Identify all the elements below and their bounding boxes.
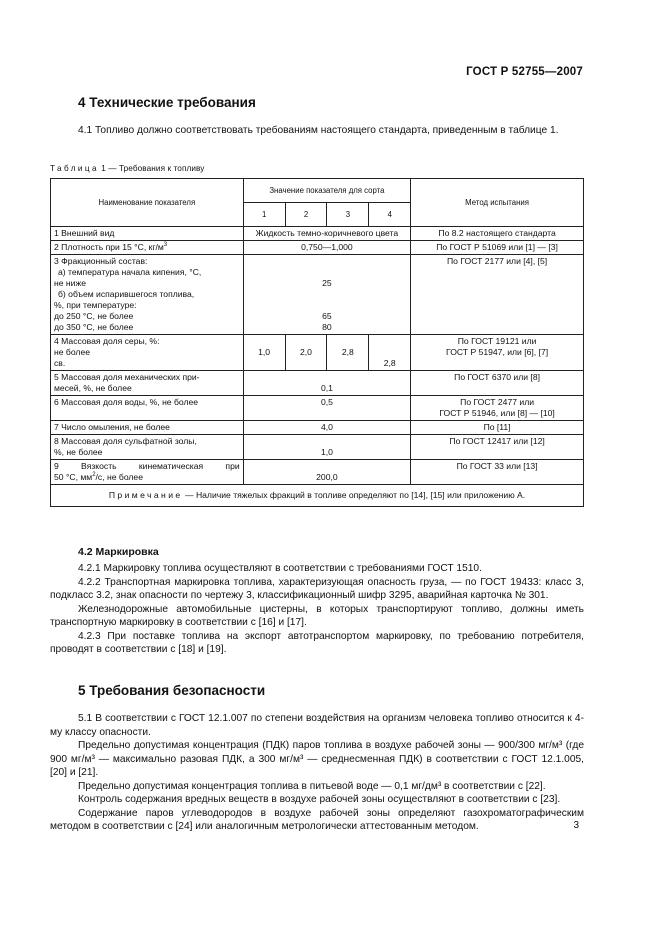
table-row	[51, 255, 584, 335]
paragraph-4-2-2: 4.2.2 Транспортная маркировка топлива, характеризующая опасность груза, — по ГОСТ 19433: класс 3, подкласс 3.2, знак опасности по чертежу 3, классификационный шифр 3295, аварийная карточка № 301.	[50, 576, 584, 601]
row3-values	[243, 255, 411, 335]
table-row	[51, 241, 584, 255]
row3-value-250: 65	[322, 311, 332, 321]
row3-value-350: 80	[322, 322, 332, 332]
row1-name: 1 Внешний вид	[51, 227, 244, 241]
row8-line: %, не более	[54, 447, 103, 457]
row2-name-sup: 3	[163, 242, 168, 249]
row8-value: 1,0	[243, 435, 411, 460]
row3-method: По ГОСТ 2177 или [4], [5]	[411, 255, 584, 335]
table-caption-label: Таблица	[50, 164, 99, 173]
table-note-text: — Наличие тяжелых фракций в топливе определяют по [14], [15] или приложению А.	[182, 490, 526, 500]
table-caption	[50, 164, 205, 173]
paragraph-5-1-control: Контроль содержания вредных веществ в воздухе рабочей зоны осуществляют в соответствии с [23].	[78, 794, 561, 805]
row1-method: По 8.2 настоящего стандарта	[411, 227, 584, 241]
row3-line: до 250 °С, не более	[54, 311, 134, 321]
grade-1: 1	[243, 203, 285, 227]
row1-value: Жидкость темно-коричневого цвета	[243, 227, 411, 241]
table-note	[51, 485, 584, 507]
row7-value: 4,0	[243, 421, 411, 435]
row6-name: 6 Массовая доля воды, %, не более	[51, 396, 244, 421]
row9-line	[54, 472, 240, 483]
row6-value: 0,5	[243, 396, 411, 421]
marking-title: 4.2 Маркировка	[78, 546, 159, 558]
table-note-row	[51, 485, 584, 507]
row9-unit-sup: 2	[92, 472, 96, 479]
table-row	[51, 371, 584, 396]
row4-value-3: 2,8	[327, 335, 369, 371]
row3-line: не ниже	[54, 278, 86, 288]
row3-line: 3 Фракционный состав:	[54, 256, 148, 266]
section-4-title: 4 Технические требования	[78, 95, 256, 110]
row7-name: 7 Число омыления, не более	[51, 421, 244, 435]
row6-method-line: ГОСТ Р 51946, или [8] — [10]	[439, 408, 555, 418]
row8-name	[51, 435, 244, 460]
marking-paragraphs	[50, 562, 584, 657]
row9-unit: 50 °С, мм	[54, 472, 93, 482]
paragraph-5-1-method: Содержание паров углеводородов в воздухе рабочей зоны определяют газохроматографическим методом в соответствии с [24] или аналогичным метрологически аттестованным методом.	[50, 807, 584, 832]
row2-method: По ГОСТ Р 51069 или [1] — [3]	[411, 241, 584, 255]
paragraph-4-1: 4.1 Топливо должно соответствовать требованиям настоящего стандарта, приведенным в таблице 1.	[78, 125, 559, 136]
grade-4: 4	[369, 203, 411, 227]
page-number: 3	[573, 820, 579, 831]
row9-value: 200,0	[243, 460, 411, 485]
grade-2: 2	[285, 203, 327, 227]
row5-line: месей, %, не более	[54, 383, 132, 393]
row3-line: а) температура начала кипения, °С,	[58, 267, 202, 277]
row5-name	[51, 371, 244, 396]
header-name: Наименование показателя	[51, 179, 244, 227]
row4-method-line: По ГОСТ 19121 или	[457, 336, 537, 346]
row2-value: 0,750—1,000	[243, 241, 411, 255]
row9-method: По ГОСТ 33 или [13]	[411, 460, 584, 485]
table-row	[51, 421, 584, 435]
row8-method: По ГОСТ 12417 или [12]	[411, 435, 584, 460]
row4-value-1: 1,0	[243, 335, 285, 371]
safety-paragraphs	[50, 712, 584, 834]
row7-method: По [11]	[411, 421, 584, 435]
row4-name	[51, 335, 244, 371]
row9-unit-rest: /с, не более	[95, 472, 143, 482]
row4-value-4: 2,8	[369, 335, 411, 371]
row3-line: до 350 °С, не более	[54, 322, 134, 332]
table-row	[51, 460, 584, 485]
row5-line: 5 Массовая доля механических при-	[54, 372, 200, 382]
row3-line: %, при температуре:	[54, 300, 137, 310]
table-row	[51, 435, 584, 460]
row4-line: не более	[54, 347, 90, 357]
row6-method	[411, 396, 584, 421]
row4-value-2: 2,0	[285, 335, 327, 371]
section-5-title: 5 Требования безопасности	[78, 683, 266, 698]
paragraph-5-1: 5.1 В соответствии с ГОСТ 12.1.007 по степени воздействия на организм человека топливо относится к 4-му классу опасности.	[50, 713, 584, 738]
header-method: Метод испытания	[411, 179, 584, 227]
table-row	[51, 396, 584, 421]
row4-line: св.	[54, 358, 66, 368]
document-code: ГОСТ Р 52755—2007	[466, 66, 583, 78]
row3-name	[51, 255, 244, 335]
row2-name-text: 2 Плотность при 15 °С, кг/м	[54, 242, 164, 252]
header-value: Значение показателя для сорта	[243, 179, 411, 203]
paragraph-5-1-mac: Предельно допустимая концентрация (ПДК) паров топлива в воздухе рабочей зоны — 900/300 мг/м³ (где 900 мг/м³ — максимально разовая ПДК, а 300 мг/м³ — среднесменная ПДК) в соответствии с ГОСТ 12.1.005, [20] и [21].	[50, 740, 584, 778]
requirements-table	[50, 178, 584, 507]
row5-value: 0,1	[243, 371, 411, 396]
paragraph-4-2-2-cont: Железнодорожные автомобильные цистерны, в которых транспортируют топливо, должны иметь транспортную маркировку в соответствии с [16] и [17].	[50, 603, 584, 628]
paragraph-4-2-3: 4.2.3 При поставке топлива на экспорт автотранспортом маркировку, по требованию потребителя, проводят в соответствии с [18] и [19].	[50, 630, 584, 655]
row9-name	[51, 460, 244, 485]
row2-name	[51, 241, 244, 255]
table-caption-text: 1 — Требования к топливу	[98, 164, 205, 173]
table-row	[51, 335, 584, 371]
row3-value-a: 25	[322, 278, 332, 288]
paragraph-5-1-water: Предельно допустимая концентрация топлива в питьевой воде — 0,1 мг/дм³ в соответствии с [22].	[78, 780, 546, 792]
row8-line: 8 Массовая доля сульфатной золы,	[54, 436, 197, 446]
row9-line: 9 Вязкость кинематическая при	[54, 461, 240, 471]
row4-line: 4 Массовая доля серы, %:	[54, 336, 160, 346]
row4-method	[411, 335, 584, 371]
row5-method: По ГОСТ 6370 или [8]	[411, 371, 584, 396]
row6-method-line: По ГОСТ 2477 или	[460, 397, 535, 407]
paragraph-4-2-1: 4.2.1 Маркировку топлива осуществляют в соответствии с требованиями ГОСТ 1510.	[78, 563, 482, 574]
table-header-row	[51, 179, 584, 203]
row3-line: б) объем испарившегося топлива,	[58, 289, 195, 299]
row4-method-line: ГОСТ Р 51947, или [6], [7]	[446, 347, 549, 357]
table-row	[51, 227, 584, 241]
grade-3: 3	[327, 203, 369, 227]
table-note-label: Примечание	[108, 490, 183, 500]
